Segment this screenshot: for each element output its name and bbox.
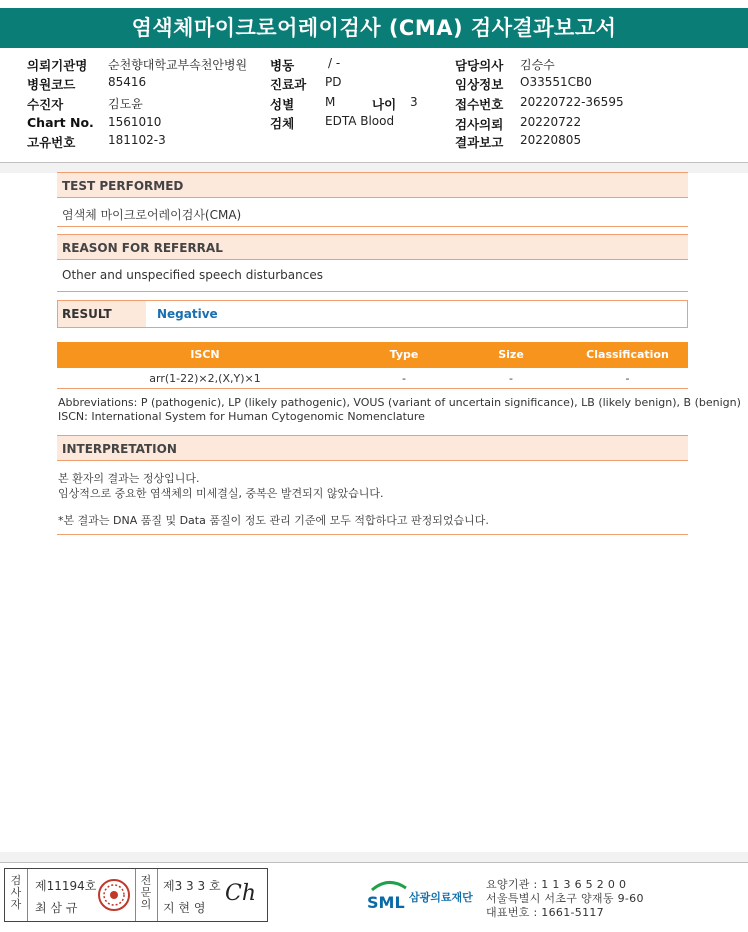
hospital-code-value: 85416 <box>108 75 147 89</box>
reviewer-signature: Ch <box>225 881 257 906</box>
unique-no-label: 고유번호 <box>27 135 76 150</box>
lab-code: 요양기관 : 1 1 3 6 5 2 0 0 <box>486 878 627 891</box>
reason-text: Other and unspecified speech disturbances <box>62 268 323 282</box>
receipt-no-value: 20220722-36595 <box>520 95 624 109</box>
seal-icon <box>97 878 131 912</box>
report-date-label: 결과보고 <box>455 135 504 150</box>
patient-value: 김도윤 <box>108 97 143 111</box>
interpretation-heading: INTERPRETATION <box>57 435 688 461</box>
ward-label: 병동 <box>270 58 295 73</box>
sig-divider <box>27 869 28 921</box>
col-iscn: ISCN <box>190 348 220 361</box>
examiner-name: 최 삼 규 <box>35 901 78 915</box>
sig-divider <box>135 869 136 921</box>
interpretation-line-1: 본 환자의 결과는 정상입니다. <box>58 472 200 485</box>
hospital-code-label: 병원코드 <box>27 77 76 92</box>
interpretation-line-2: 임상적으로 중요한 염색체의 미세결실, 중복은 발견되지 않았습니다. <box>58 487 384 500</box>
lab-name: 삼광의료재단 <box>409 891 473 904</box>
cell-size: - <box>509 372 513 385</box>
sig-divider <box>157 869 158 921</box>
report-title: 염색체마이크로어레이검사 (CMA) 검사결과보고서 <box>0 8 748 48</box>
lab-phone: 대표번호 : 1661-5117 <box>486 906 604 919</box>
iscn-note: ISCN: International System for Human Cytogenomic Nomenclature <box>58 410 425 423</box>
examiner-license-no: 제11194호 <box>35 879 97 893</box>
chart-no-value: 1561010 <box>108 115 162 129</box>
result-label: RESULT <box>58 301 146 327</box>
age-value: 3 <box>410 95 418 109</box>
cell-iscn: arr(1-22)×2,(X,Y)×1 <box>149 372 261 385</box>
reviewer-license-no: 제3 3 3 호 <box>163 879 221 893</box>
specimen-label: 검체 <box>270 116 295 131</box>
ward-value: / - <box>328 56 341 70</box>
result-value: Negative <box>157 307 218 321</box>
examiner-label: 검 사 자 <box>10 874 22 911</box>
col-type: Type <box>389 348 419 361</box>
department-value: PD <box>325 75 342 89</box>
report-date-value: 20220805 <box>520 133 582 147</box>
receipt-no-label: 접수번호 <box>455 97 504 112</box>
section-divider <box>57 534 688 535</box>
cell-type: - <box>402 372 406 385</box>
request-date-label: 검사의뢰 <box>455 117 504 132</box>
clinical-info-value: O33551CB0 <box>520 75 592 89</box>
client-value: 순천향대학교부속천안병원 <box>108 58 248 72</box>
clinical-info-label: 임상정보 <box>455 77 504 92</box>
client-label: 의뢰기관명 <box>27 58 88 73</box>
chart-no-label: Chart No. <box>27 115 94 130</box>
test-performed-text: 염색체 마이크로어레이검사(CMA) <box>62 208 242 222</box>
patient-label: 수진자 <box>27 97 64 112</box>
result-box <box>57 300 688 328</box>
unique-no-value: 181102-3 <box>108 133 166 147</box>
section-divider <box>57 291 688 292</box>
abbreviations-note: Abbreviations: P (pathogenic), LP (likely pathogenic), VOUS (variant of uncertain significance), LB (likely benign), B (benign) <box>58 396 741 409</box>
reviewer-label: 전 문 의 <box>140 874 152 911</box>
cell-classification: - <box>625 372 630 385</box>
quality-footnote: *본 결과는 DNA 품질 및 Data 품질이 정도 관리 기준에 모두 적합하다고 판정되었습니다. <box>58 514 489 527</box>
sml-logo-icon <box>366 876 410 916</box>
lab-address: 서울특별시 서초구 양재동 9-60 <box>486 892 644 905</box>
section-divider <box>57 226 688 227</box>
reason-heading: REASON FOR REFERRAL <box>57 234 688 260</box>
col-classification: Classification <box>586 348 669 361</box>
doctor-label: 담당의사 <box>455 58 504 73</box>
sex-label: 성별 <box>270 97 295 112</box>
doctor-value: 김승수 <box>520 58 555 72</box>
request-date-value: 20220722 <box>520 115 582 129</box>
sex-value: M <box>325 95 336 109</box>
specimen-value: EDTA Blood <box>325 114 395 128</box>
test-performed-heading: TEST PERFORMED <box>57 172 688 198</box>
age-label: 나이 <box>372 97 397 112</box>
reviewer-name: 지 현 영 <box>163 901 206 915</box>
signature-box <box>4 868 268 922</box>
sml-logo-text: SML <box>367 893 405 912</box>
table-row <box>57 369 688 389</box>
col-size: Size <box>498 348 524 361</box>
result-table-header <box>57 342 688 368</box>
footer-divider-band <box>0 852 748 863</box>
department-label: 진료과 <box>270 77 307 92</box>
